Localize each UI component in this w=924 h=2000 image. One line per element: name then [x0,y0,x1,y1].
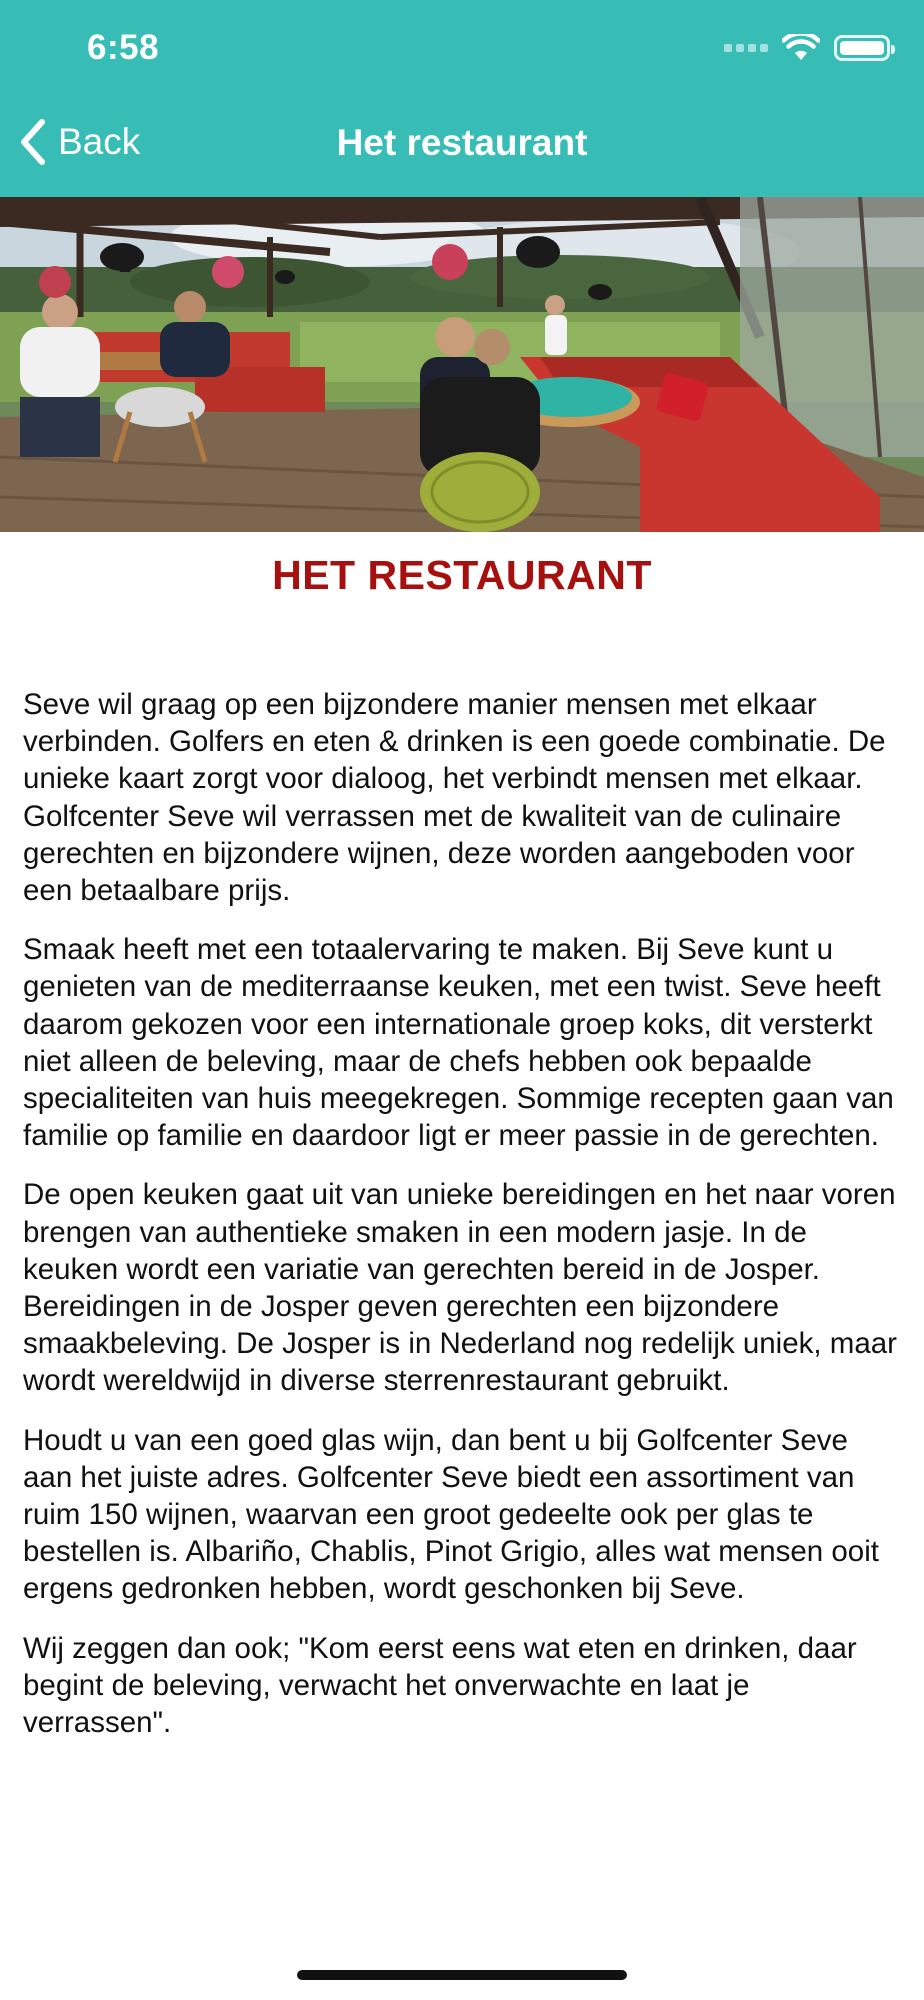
article-heading: HET RESTAURANT [272,552,652,598]
article-paragraph: Seve wil graag op een bijzondere manier mensen met elkaar verbinden. Golfers en eten & drinken is een goede combinatie. De unieke kaart zorgt voor dialoog, het verbindt mensen met elkaar. Golfcenter Seve wil verrassen met de kwaliteit van de culinaire gerechten en bijzondere wijnen, deze worden aangeboden voor een betaalbare prijs. [23,688,886,908]
cellular-signal-icon [724,44,768,52]
article-paragraph: Wij zeggen dan ook; "Kom eerst eens wat eten en drinken, daar begint de beleving, verwacht het onverwachte en laat je verrassen". [23,1631,857,1740]
article-paragraph: Smaak heeft met een totaalervaring te maken. Bij Seve kunt u genieten van de mediterraanse keuken, met een twist. Seve heeft daarom gekozen voor een internationale groep koks, dit versterkt niet alleen de beleving, maar de chefs hebben ook bepaalde specialiteiten van huis meegekregen. Sommige recepten gaan van familie op familie en daardoor ligt er meer passie in de gerechten. [23,933,894,1153]
page-title: Het restaurant [336,122,588,163]
battery-icon [834,35,890,61]
article-paragraph: Houdt u van een goed glas wijn, dan bent u bij Golfcenter Seve aan het juiste adres. Golfcenter Seve biedt een assortiment van ruim 150 wijnen, waarvan een groot gedeelte ook per glas te bestellen is. Albariño, Chablis, Pinot Grigio, alles wat mensen ooit ergens gedronken hebben, wordt geschonken bij Seve. [23,1423,879,1606]
article-paragraph: De open keuken gaat uit van unieke bereidingen en het naar voren brengen van authentieke smaken in een modern jasje. In de keuken wordt een variatie van gerechten bereid in de Josper. Bereidingen in de Josper geven gerechten een bijzondere smaakbeleving. De Josper is in Nederland nog redelijk uniek, maar wordt wereldwijd in diverse sterrenrestaurant gebruikt. [23,1178,897,1398]
article-body [23,686,903,1763]
status-icons [724,34,890,62]
status-time: 6:58 [87,28,160,67]
wifi-icon [782,34,820,62]
back-label: Back [58,121,141,162]
home-indicator[interactable] [297,1970,627,1980]
restaurant-photo [0,197,924,532]
navigation-bar [0,0,924,197]
